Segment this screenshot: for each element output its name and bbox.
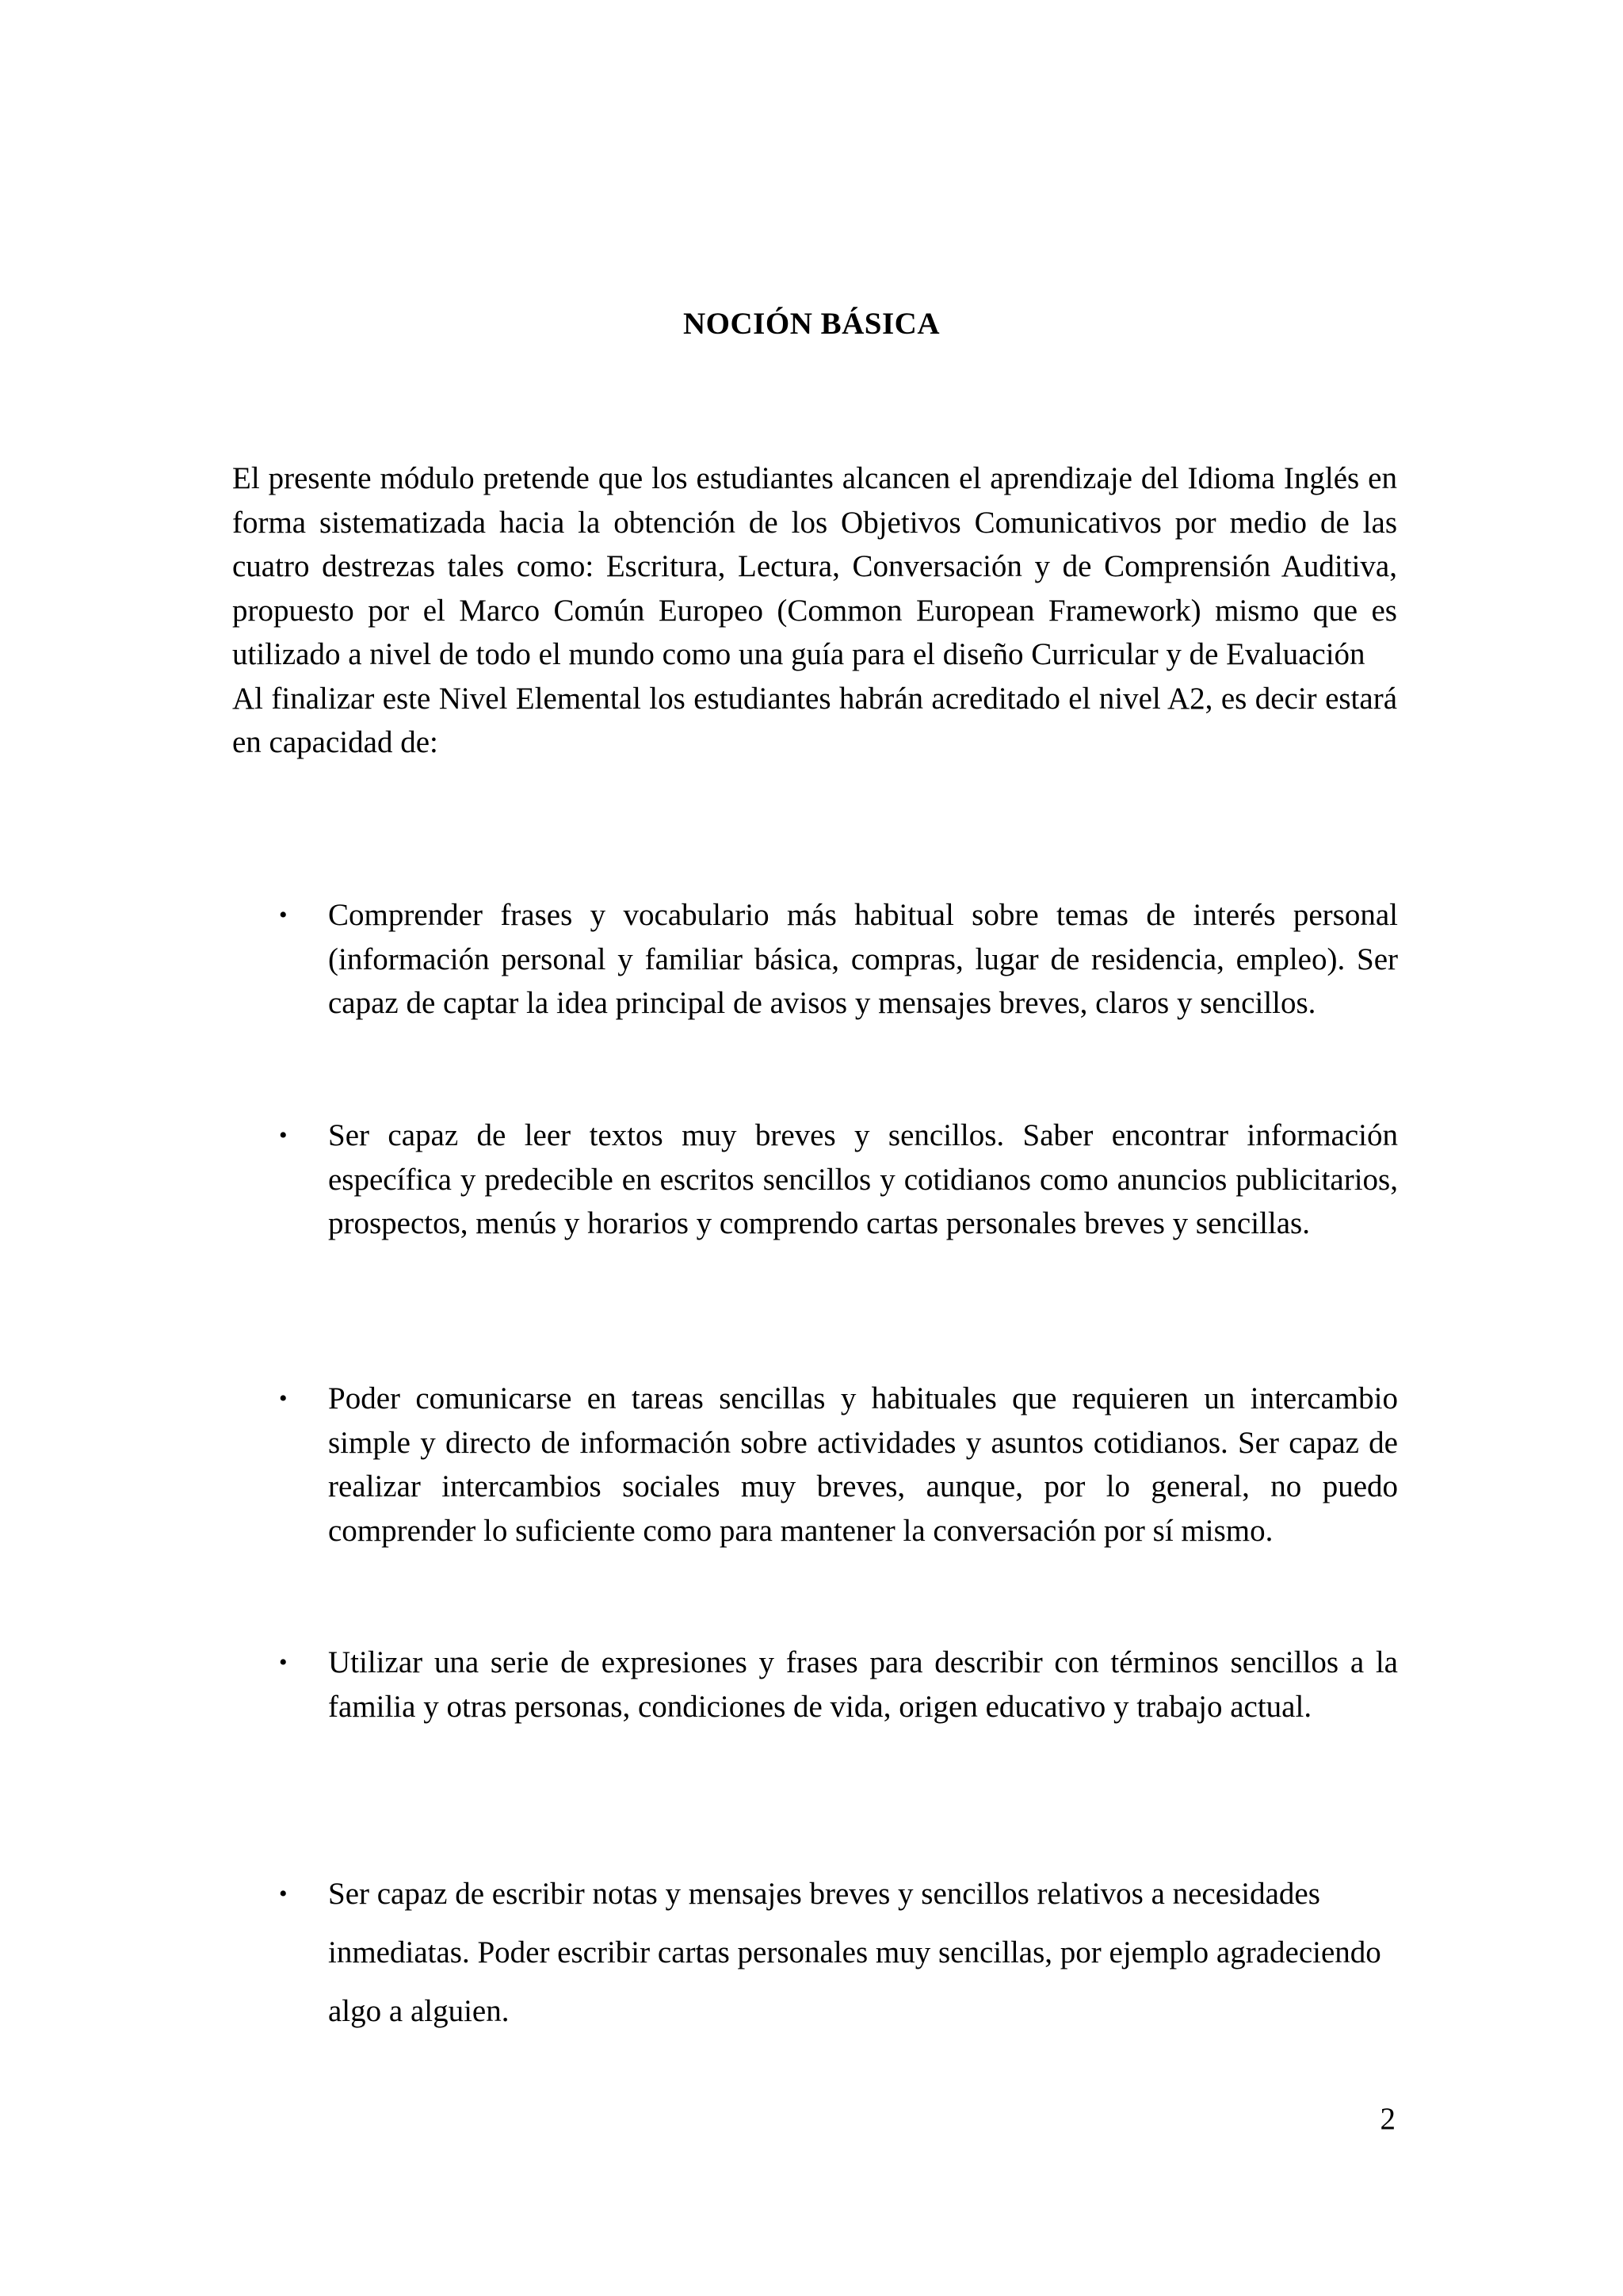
list-item-text: Poder comunicarse en tareas sencillas y habituales que requieren un intercambio simple y directo de información sobre actividades y asuntos cotidianos. Ser capaz de realizar intercambios sociales muy breves, aunque, por lo general, no puedo comprender lo suficiente como para mantener la conversación por sí mismo. bbox=[328, 1381, 1398, 1548]
list-item-text: Ser capaz de leer textos muy breves y sencillos. Saber encontrar información específica y predecible en escritos sencillos y cotidianos como anuncios publicitarios, prospectos, menús y horarios y comprendo cartas personales breves y sencillas. bbox=[328, 1118, 1398, 1240]
intro-paragraph: El presente módulo pretende que los estudiantes alcancen el aprendizaje del Idioma Inglés en forma sistematizada hacia la obtención de los Objetivos Comunicativos por medio de las cuatro destrezas tales como: Escritura, Lectura, Conversación y de Comprensión Auditiva, propuesto por el Marco Común Europeo (Common European Framework) mismo que es utilizado a nivel de todo el mundo como una guía para el diseño Curricular y de Evaluación bbox=[232, 461, 1397, 671]
second-paragraph: Al finalizar este Nivel Elemental los estudiantes habrán acreditado el nivel A2, es decir estará en capacidad de: bbox=[232, 681, 1397, 759]
list-item-text: Comprender frases y vocabulario más habitual sobre temas de interés personal (información personal y familiar básica, compras, lugar de residencia, empleo). Ser capaz de captar la idea principal de avisos y mensajes breves, claros y sencillos. bbox=[328, 898, 1398, 1020]
list-item-text: Utilizar una serie de expresiones y frases para describir con términos sencillos a la familia y otras personas, condiciones de vida, origen educativo y trabajo actual. bbox=[328, 1645, 1398, 1724]
bullet-icon: • bbox=[279, 1385, 288, 1412]
list-item-text: Ser capaz de escribir notas y mensajes breves y sencillos relativos a necesidades inmediatas. Poder escribir cartas personales muy sencillas, por ejemplo agradeciendo algo a alguien. bbox=[328, 1877, 1381, 2028]
bullet-icon: • bbox=[279, 1122, 288, 1148]
page-title: NOCIÓN BÁSICA bbox=[683, 307, 940, 341]
bullet-icon: • bbox=[279, 1649, 288, 1675]
bullet-icon: • bbox=[279, 902, 288, 928]
intro-section bbox=[232, 457, 1397, 765]
page-number: 2 bbox=[1380, 2102, 1396, 2136]
list-item bbox=[279, 1114, 1398, 1246]
bullet-icon: • bbox=[279, 1881, 288, 1907]
list-item bbox=[279, 1377, 1398, 1553]
list-item bbox=[279, 1865, 1398, 2041]
list-item bbox=[279, 1641, 1398, 1729]
list-item bbox=[279, 893, 1398, 1026]
